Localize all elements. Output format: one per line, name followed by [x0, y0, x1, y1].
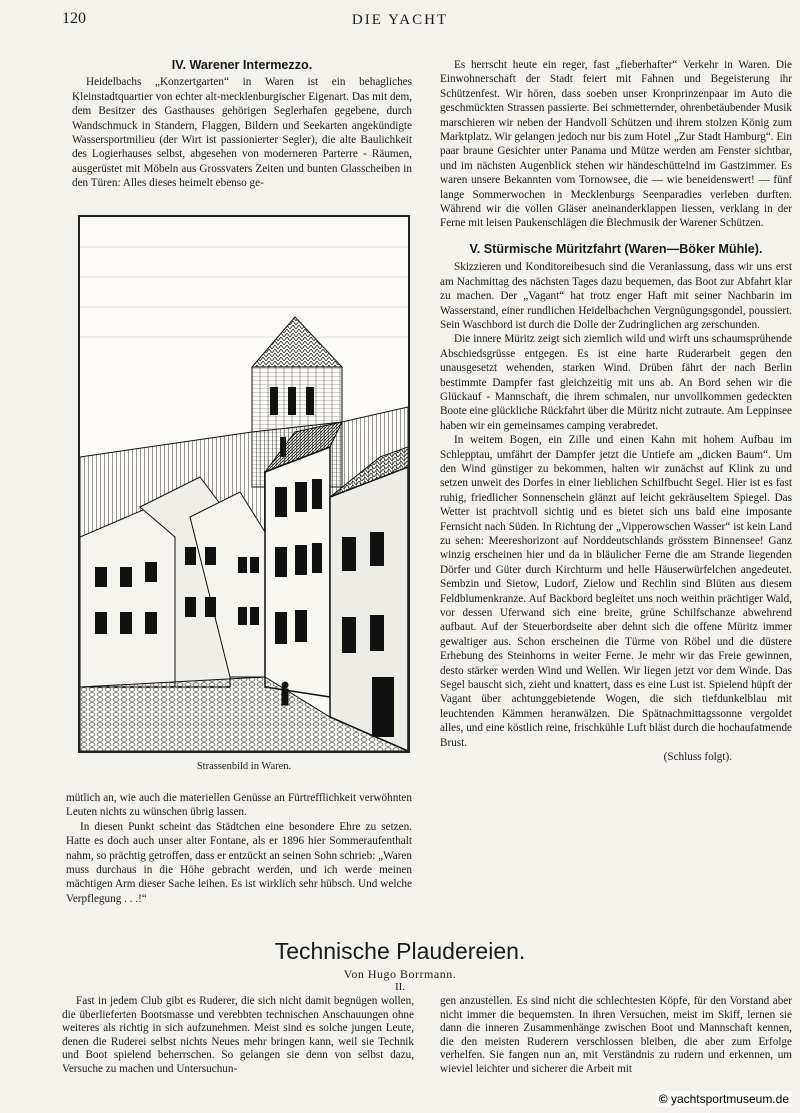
page-number: 120 — [62, 10, 86, 27]
article-author: Von Hugo Borrmann. — [343, 967, 457, 981]
right-column — [440, 58, 792, 765]
figure-caption: Strassenbild in Waren. — [196, 761, 292, 772]
section-4-title: IV. Warener Intermezzo. — [171, 58, 313, 72]
article-right-column — [440, 995, 792, 1077]
section-4-paragraph-3: Es herrscht heute ein reger, fast „fieberhafter“ Verkehr in Waren. Die Einwohnerschaft der Stadt feiert mit Fahnen und Begeisterung ihr Schützenfest. Wir hören, dass soeben unser Kronprinzenpaar im Auto die geschmückten Strassen passierte. Bei schmetternder, ohrenbetäubender Musik marschieren wir neben der Handvoll Schützen und ihrem stolzen König zum Marktplatz. Wir gelangen jedoch nur bis zum Hotel „Zur Stadt Hamburg“. Ein paar braune Gesichter unter Panama und Mütze werden am Fenster sichtbar, und im nächsten Augenblick stehen wir händeschüttelnd im Gastzimmer. Es waren unsere Bekannten vom Tornowsee, die — wie beneidenswert! — fünf lange Sommerwochen in Mecklenburgs Seenparadies verleben durften. Während wir die vollen Gläser aneinanderklappen liessen, verklang in der Ferne mit leisen Paukenschlägen die Blechmusik der Warener Schützen. — [440, 59, 792, 230]
section-5-title: V. Stürmische Müritzfahrt (Waren—Böker Mühle). — [469, 241, 763, 256]
watermark — [656, 1091, 792, 1107]
street-illustration — [78, 215, 410, 753]
section-4-top — [72, 58, 412, 191]
section-4-paragraph-1: Heidelbachs „Konzertgarten“ in Waren ist ein behagliches Kleinstadtquartier von echter alt-mecklenburgischer Eigenart. Das mit dem, dem Besitzer des Gasthauses gehörigen Seglerhafen gegebene, durch Wandschmuck in Standern, Flaggen, Bildern und Seekarten angekündigte Wassersportmilieu (der Wirt ist passionierter Segler), die alte Baulichkeit des Logierhauses selbst, abgesehen von moderneren Parterre - Räumen, ausgerüstet mit Möbeln aus Grossvaters Zeiten und bunten Glasscheiben in den Türen: Alles dieses heimelt ebenso ge- — [72, 76, 412, 190]
section-5-paragraph-2: Die innere Müritz zeigt sich ziemlich wild und wirft uns schaumsprühende Abschiedsgrüsse entgegen. Es ist eine harte Ruderarbeit gegen den unausgesetzt wehenden, starken Wind. Drüben fährt der nach Berlin bestimmte Dampfer fast gleichzeitig mit uns ab. An Bord sehen wir die Glückauf - Mannschaft, die ihrem schmalen, nur unvollkommen gedeckten Boote eine glückliche Rückfahrt über die Müritz nicht zutraute. Am Leppinsee haben wir ein gemeinsames camping verabredet. — [440, 333, 792, 432]
article-part-number: II. — [394, 981, 406, 993]
article-paragraph-1: Fast in jedem Club gibt es Ruderer, die sich nicht damit begnügen wollen, die überlieferten Bootsmasse und verebbten technischen Anschauungen ohne weiteres als richtig in sich aufzunehmen. Meist sind es solche jungen Leute, denen die Ruderei selbst nichts Neues mehr bringen kann, weil sie Technik und Boot spielend beherrschen. So gelangen sie denn von selbst dazu, Versuche zu machen und Untersuchun- — [62, 995, 414, 1075]
article-paragraph-1-continued: gen anzustellen. Es sind nicht die schlechtesten Köpfe, für den Vorstand aber nicht immer die bequemsten. In ihren Versuchen, meist im Skiff, lernen sie dann die inneren Zusammenhänge zwischen Boot und Mannschaft kennen, die den meisten Ruderern verschlossen bleiben, die aber zum Erfolge verhelfen. Sie fangen nun an, mit Verständnis zu rudern und erkennen, um wieviel leichter und sicherer die Arbeit mit — [440, 995, 792, 1075]
section-5-closing: (Schluss folgt). — [663, 751, 732, 764]
section-4-paragraph-1-continued: mütlich an, wie auch die materiellen Genüsse an Fürtrefflichkeit verwöhnten Leuten nichts zu wünschen übrig lassen. — [66, 792, 412, 819]
copyright-icon: © — [658, 1092, 668, 1106]
article-title: Technische Plaudereien. — [274, 938, 526, 964]
section-5-paragraph-1: Skizzieren und Konditoreibesuch sind die Veranlassung, dass wir uns erst am Nachmittag des nächsten Tages dazu bequemen, das Boot zur Abfahrt klar zu machen. Der „Vagant“ hat trotz enger Haft mit seiner Nachbarin im Wasserstand, einer rundlichen Heidelbachchen Vergnügungsgondel, poussiert. Sein Waschbord ist durch die Dolle der Zudringlichen arg zerschunden. — [440, 261, 792, 331]
section-4-bottom — [66, 791, 412, 906]
running-title: DIE YACHT — [351, 12, 449, 28]
street-drawing — [80, 217, 408, 751]
section-4-paragraph-2: In diesen Punkt scheint das Städtchen eine besondere Ehre zu setzen. Hatte es doch auch unser alter Fontane, als er 1896 hier Sommeraufenthalt nahm, so prächtig getroffen, dass er entzückt an seinen Sohn schrieb: „Waren muss durchaus in die Höhe gebracht werden, und ich werde meinen mächtigen Arm dieser Sache leihen. Es ist wirklich sehr hübsch. Und welche Verpflegung . . .!“ — [66, 820, 412, 905]
section-5-paragraph-3: In weitem Bogen, ein Zille und einen Kahn mit hohem Aufbau im Schlepptau, umfährt der Dampfer jetzt die Untiefe am „dicken Baum“. Um den Wind günstiger zu bekommen, halten wir zunächst auf Klink zu und setzen unweit des Dorfes in einer lieblichen Schilfbucht Segel. Hier ist es fast ruhig, friedlicher Sonnenschein glänzt auf leicht gekräuseltem Spiegel. Das Wetter ist prachtvoll sichtig und es bietet sich uns bald eine imposante Fernsicht nach Süden. In Richtung der „Vipperowschen Wasser“ ist kein Land zu sehen: Meereshorizont auf Norddeutschlands grösstem Binnensee! Ganz winzig erscheinen hier und da in bläulicher Ferne die am Strande liegenden Dörfer und Güter durch Kirchturm und helle Häuserwürfelchen angedeutet. Sembzin und Sietow, Ludorf, Zielow und Rechlin sind Blüten aus diesem Feldblumenkranze. Auf Backbord begleitet uns noch weithin prächtiger Wald, vor dessen Uferwand sich eine breite, grüne Schilfschanze abwehrend aufbaut. Auf der Steuerbordseite aber dehnt sich die offene Müritz immer gewaltiger aus. Schon erscheinen die Türme von Röbel und die düstere Erhebung des Steinhorns in weiter Ferne. Je mehr wir das Freie gewinnen, desto stärker werden Wind und Wellen. Wir liegen jetzt vor dem Winde. Das Segel bauscht sich, zieht und knattert, dass es eine Lust ist. Spielend hüpft der Vagant über achtunggebietende Wogen, die sich tiefdunkelblau mit leuchtenden Kämmen heranwälzen. Die Spätnachmittagssonne vergoldet alles, und eine köstlich reine, frischkühle Luft bläst durch die hochaufatmende Brust. — [440, 434, 792, 749]
watermark-text: yachtsportmuseum.de — [670, 1092, 789, 1106]
article-left-column — [62, 995, 414, 1077]
